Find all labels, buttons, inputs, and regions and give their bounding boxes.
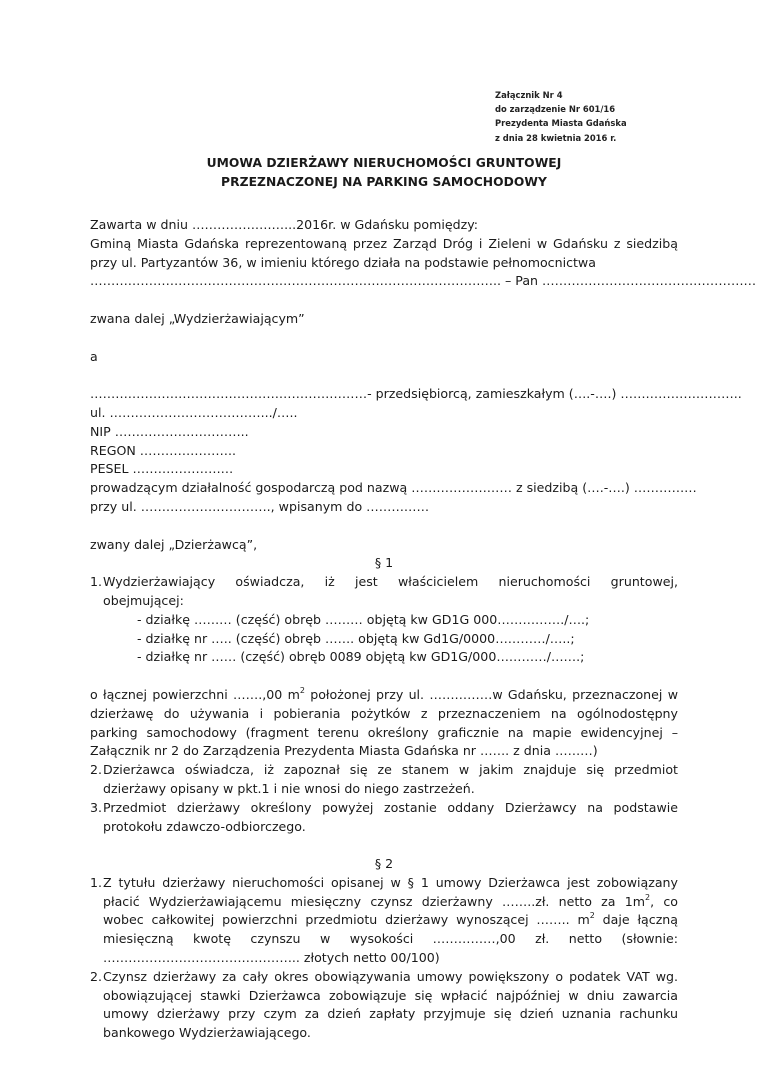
section-heading: § 2	[374, 856, 394, 872]
list-number: 1.	[90, 874, 103, 890]
list-item	[90, 874, 678, 968]
paragraph-line: Z tytułu dzierżawy nieruchomości opisanej w § 1 umowy Dzierżawca jest zobowiązany	[103, 874, 678, 890]
plot-item: - działkę nr ….. (część) obręb ……. objętą kw Gd1G/0000…………/…..;	[137, 630, 575, 646]
paragraph-line: dzierżawę do używania i pobierania pożytków z przeznaczeniem na ogólnodostępny	[90, 705, 678, 721]
list-number: 3.	[90, 799, 103, 815]
party-line: NIP …………………………..	[90, 423, 249, 439]
party-line: prowadzącym działalność gospodarczą pod nazwą …………………… z siedzibą (….-….) ……………	[90, 480, 697, 496]
paragraph-line: miesięczną kwotę czynszu w wysokości ……………,00 zł. netto (słownie:	[103, 931, 678, 947]
paragraph-line: o łącznej powierzchni …….,00 $m^2$ położonej przy ul. ……………w Gdańsku, przeznaczonej w	[90, 685, 678, 702]
paragraph-line: płacić Wydzierżawiającemu miesięczny czynsz dzierżawny ……..zł. netto za $1m^2$, co	[103, 892, 678, 909]
intro-line: przy ul. Partyzantów 36, w imieniu którego działa na podstawie pełnomocnictwa	[90, 254, 596, 270]
document-body	[90, 216, 757, 1043]
list-item	[90, 799, 678, 837]
paragraph-line: protokołu zdawczo-odbiorczego.	[103, 818, 306, 834]
paragraph-line: parking samochodowy (fragment terenu określony graficznie na mapie ewidencyjnej –	[90, 724, 678, 740]
paragraph-line: ……………………………………….. złotych netto 00/100)	[103, 950, 440, 966]
plot-item: - działkę ……… (część) obręb ……… objętą kw GD1G 000……………./….;	[137, 611, 590, 627]
list-item	[90, 761, 678, 799]
party-line: REGON …………………..	[90, 442, 236, 458]
header-line: Załącznik Nr 4	[495, 90, 563, 100]
intro-line: …………………………………………………………………………………….. – Pan ……………………………………………	[90, 273, 757, 289]
header-line: do zarządzenie Nr 601/16	[495, 104, 616, 115]
title-line: UMOWA DZIERŻAWY NIERUCHOMOŚCI GRUNTOWEJ	[206, 156, 562, 170]
plot-item: - działkę nr …… (część) obręb 0089 objętą kw GD1G/000…………/…….;	[137, 649, 585, 665]
paragraph-line: obejmującej:	[103, 592, 184, 608]
intro-line: zwana dalej „Wydzierżawiającym”	[90, 310, 305, 326]
section-heading: § 1	[374, 555, 394, 571]
paragraph-line: Czynsz dzierżawy za cały okres obowiązywania umowy powiększony o podatek VAT wg.	[103, 968, 678, 984]
list-item	[90, 573, 678, 611]
paragraph-line: Przedmiot dzierżawy określony powyżej zostanie oddany Dzierżawcy na podstawie	[103, 799, 678, 815]
document-title	[90, 154, 678, 192]
paragraph-line: umowy dzierżawy przy czym za dzień zapłaty przyjmuje się dzień uznania rachunku	[103, 1006, 678, 1022]
paragraph-line: Dzierżawca oświadcza, iż zapoznał się ze stanem w jakim znajduje się przedmiot	[103, 762, 678, 778]
party-line: ul. ……………………………….../…..	[90, 404, 298, 420]
party-line: PESEL ……………………	[90, 461, 234, 477]
paragraph-line: Wydzierżawiający oświadcza, iż jest właścicielem nieruchomości gruntowej,	[103, 574, 678, 590]
intro-line: a	[90, 348, 98, 364]
paragraph-line: obowiązującej stawki Dzierżawca zobowiązuje się wpłacić najpóźniej w dniu zawarcia	[103, 987, 678, 1003]
party-line: …………………………………………………………- przedsiębiorcą, zamieszkałym (….-….) ………………………..	[90, 386, 742, 402]
party-line: przy ul. …………………………., wpisanym do ……………	[90, 498, 430, 514]
intro-line: Gminą Miasta Gdańska reprezentowaną przez Zarząd Dróg i Zieleni w Gdańsku z siedzibą	[90, 235, 678, 251]
paragraph-line: Załącznik nr 2 do Zarządzenia Prezydenta Miasta Gdańska nr ……. z dnia ………)	[90, 743, 598, 759]
list-item	[90, 968, 678, 1043]
paragraph-line: bankowego Wydzierżawiającego.	[103, 1025, 311, 1041]
title-line: PRZEZNACZONEJ NA PARKING SAMOCHODOWY	[221, 175, 547, 189]
list-number: 2.	[90, 762, 103, 778]
header-line: Prezydenta Miasta Gdańska	[495, 118, 627, 129]
list-number: 2.	[90, 968, 103, 984]
attachment-header	[495, 88, 627, 145]
paragraph-line: dzierżawy opisany w pkt.1 i nie wnosi do niego zastrzeżeń.	[103, 780, 475, 796]
header-line: z dnia 28 kwietnia 2016 r.	[495, 132, 617, 143]
intro-line: Zawarta w dniu ……………….…...2016r. w Gdańsku pomiędzy:	[90, 217, 479, 232]
list-number: 1.	[90, 574, 103, 590]
party-line: zwany dalej „Dzierżawcą”,	[90, 536, 258, 552]
paragraph-line: wobec całkowitej powierzchni przedmiotu dzierżawy wynoszącej …….. $m^2$ daje łączną	[103, 911, 679, 928]
